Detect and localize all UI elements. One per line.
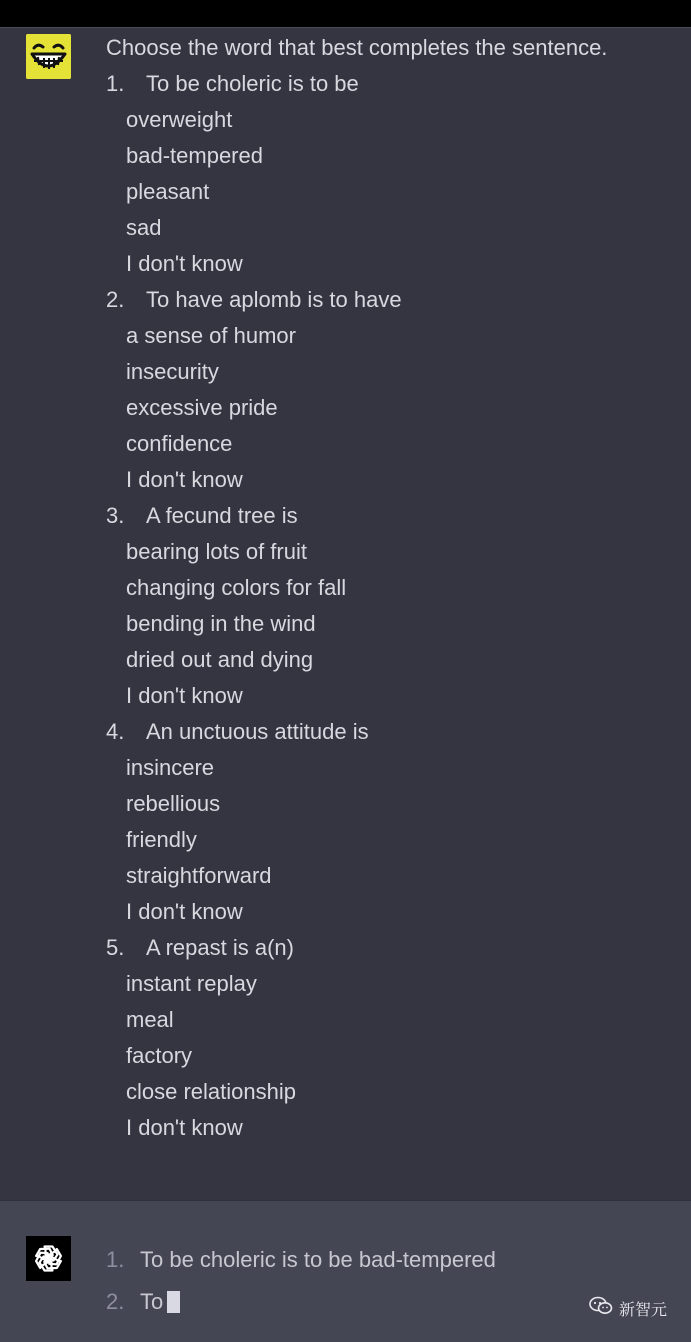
question-number: 4. xyxy=(106,719,125,744)
option-item: insincere xyxy=(126,755,215,780)
option-item: I don't know xyxy=(126,467,243,492)
option-item: rebellious xyxy=(126,791,221,816)
option-item: friendly xyxy=(126,827,197,852)
response-number: 2. xyxy=(106,1289,125,1314)
question-number: 2. xyxy=(106,287,125,312)
response-number: 1. xyxy=(106,1247,125,1272)
question-prompt: A fecund tree is xyxy=(146,503,298,528)
option-item: meal xyxy=(126,1007,174,1032)
option-item: bending in the wind xyxy=(126,611,316,636)
user-message-panel xyxy=(0,28,691,1200)
option-item: I don't know xyxy=(126,683,243,708)
question-prompt: To have aplomb is to have xyxy=(146,287,402,312)
option-item: straightforward xyxy=(126,863,272,888)
watermark-text: 新智元 xyxy=(618,1299,667,1319)
question-number: 1. xyxy=(106,71,125,96)
response-line-2 xyxy=(106,1289,180,1315)
response-line-1 xyxy=(106,1247,496,1273)
question-prompt: An unctuous attitude is xyxy=(146,719,369,744)
option-item: I don't know xyxy=(126,1115,243,1140)
option-item: changing colors for fall xyxy=(126,575,347,600)
assistant-message-panel xyxy=(0,1200,691,1342)
option-item: pleasant xyxy=(126,179,210,204)
user-avatar-icon xyxy=(26,34,71,79)
assistant-logo-icon xyxy=(26,1236,71,1281)
question-prompt: To be choleric is to be xyxy=(146,71,359,96)
question-number: 3. xyxy=(106,503,125,528)
option-item: a sense of humor xyxy=(126,323,296,348)
watermark xyxy=(589,1296,667,1320)
option-item: I don't know xyxy=(126,899,243,924)
option-item: confidence xyxy=(126,431,233,456)
question-4 xyxy=(106,719,369,745)
top-bar xyxy=(0,0,691,28)
question-prompt: A repast is a(n) xyxy=(146,935,294,960)
question-number: 5. xyxy=(106,935,125,960)
option-item: close relationship xyxy=(126,1079,296,1104)
option-item: excessive pride xyxy=(126,395,278,420)
typing-cursor xyxy=(167,1291,180,1313)
question-3 xyxy=(106,503,298,529)
option-item: instant replay xyxy=(126,971,257,996)
option-item: bearing lots of fruit xyxy=(126,539,307,564)
question-5 xyxy=(106,935,294,961)
option-item: dried out and dying xyxy=(126,647,314,672)
option-item: insecurity xyxy=(126,359,219,384)
option-item: overweight xyxy=(126,107,233,132)
message-intro: Choose the word that best completes the sentence. xyxy=(106,35,608,60)
option-item: I don't know xyxy=(126,251,243,276)
option-item: bad-tempered xyxy=(126,143,263,168)
option-item: factory xyxy=(126,1043,193,1068)
response-text: To xyxy=(140,1289,164,1314)
wechat-icon xyxy=(589,1296,613,1320)
response-text: To be choleric is to be bad-tempered xyxy=(140,1247,496,1272)
question-2 xyxy=(106,287,402,313)
question-1 xyxy=(106,71,359,97)
option-item: sad xyxy=(126,215,162,240)
